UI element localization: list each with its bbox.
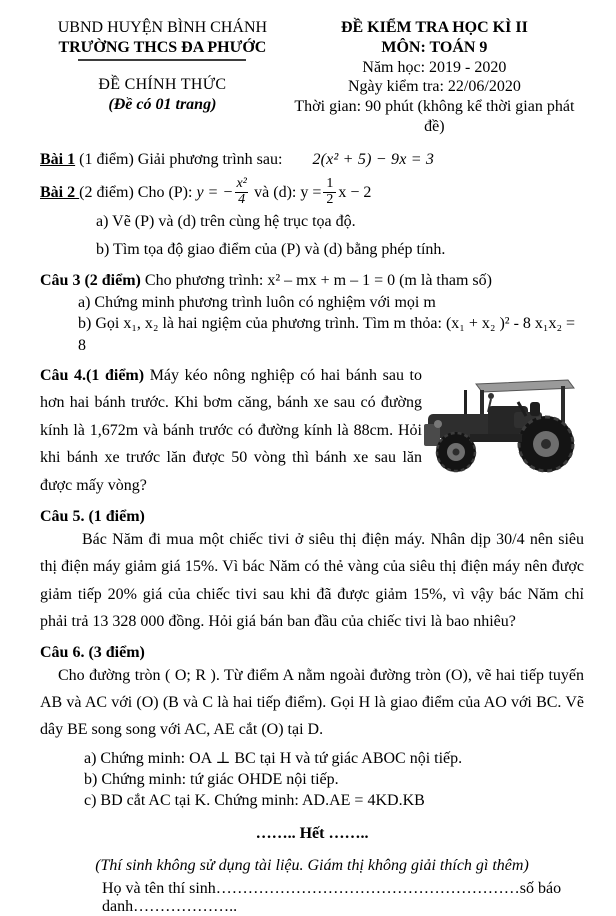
parabola-fraction: $\frac{\text{x²}}{4}$: [236, 175, 247, 207]
school-year: Năm học: 2019 - 2020: [362, 58, 507, 76]
problem-bai2-items: [40, 208, 584, 263]
cau6-item-b: b) Chứng minh: tứ giác OHDE nội tiếp.: [84, 770, 339, 788]
exam-body: [40, 151, 584, 916]
school-name-row: [40, 38, 285, 61]
cau3-item-a: a) Chứng minh phương trình luôn có nghiệm với mọi m: [78, 294, 436, 312]
problem-cau6-label: Câu 6. (3 điểm): [40, 644, 145, 662]
line-fraction: $\frac{1}{2}$: [323, 177, 336, 207]
cau3-item-b: b) Gọi x₁, x₂ là hai ngiệm của phương trình. Tìm m thỏa: (x₁ + x₂ )² - 8 x₁x₂ = 8: [78, 315, 576, 354]
cau6-item-a: a) Chứng minh: OA ⊥ BC tại H và tứ giác ABOC nội tiếp.: [84, 749, 463, 767]
header: [40, 18, 584, 137]
problem-cau6-items: [40, 748, 584, 811]
authority-name: UBND HUYỆN BÌNH CHÁNH: [57, 19, 268, 36]
bai2-item-b: b) Tìm tọa độ giao điểm của (P) và (d) bằng phép tính.: [96, 240, 446, 258]
problem-bai2-label: Bài 2: [40, 183, 80, 201]
problem-bai1-equation: 2(x² + 5) − 9x = 3: [312, 150, 435, 168]
school-name: TRƯỜNG THCS ĐA PHƯỚC: [58, 39, 267, 56]
header-left: [40, 18, 285, 137]
header-right: [285, 18, 584, 137]
problem-cau5-label: Câu 5. (1 điểm): [40, 508, 145, 526]
parabola-eq-prefix: y = −: [196, 183, 234, 201]
exam-title: ĐỀ KIỂM TRA HỌC KÌ II: [340, 19, 528, 36]
problem-cau3-intro: Cho phương trình: x² – mx + m – 1 = 0 (m là tham số): [140, 272, 492, 290]
problem-cau3-label: Câu 3 (2 điểm): [40, 272, 141, 290]
line-eq-suffix: x − 2: [338, 183, 372, 201]
candidate-name-line: Họ và tên thí sinh…………………………………………………số báo danh………………..: [102, 879, 562, 915]
exam-subject: MÔN: TOÁN 9: [381, 38, 488, 56]
bai2-item-a: a) Vẽ (P) và (d) trên cùng hệ trục tọa độ.: [96, 213, 356, 231]
problem-cau4: [40, 362, 584, 500]
problem-cau4-label: Câu 4.(1 điểm): [40, 366, 145, 384]
exam-date: Ngày kiểm tra: 22/06/2020: [347, 78, 521, 96]
problem-bai2-intro: (2 điểm) Cho (P):: [79, 183, 197, 201]
exam-rules-note: (Thí sinh không sử dụng tài liệu. Giám thị không giải thích gì thêm): [95, 856, 529, 874]
problem-cau6-text: Cho đường tròn ( O; R ). Từ điểm A nằm ngoài đường tròn (O), vẽ hai tiếp tuyến AB và AC với (O) (B và C là hai tiếp điểm). Gọi H là giao điểm của AO với BC. Vẽ dây BE song song với AC, AE cắt (O) tại D.: [40, 667, 584, 739]
page-count-note: (Đề có 01 trang): [108, 95, 217, 113]
tractor-illustration: [418, 372, 586, 474]
tractor-image: [418, 372, 586, 474]
line-eq-mid: và (d): y =: [250, 183, 322, 201]
school-underline: [78, 59, 246, 61]
problem-bai2: [40, 175, 584, 208]
problem-cau5-text: Bác Năm đi mua một chiếc tivi ở siêu thị điện máy. Nhân dịp 30/4 nên siêu thị điện máy giảm giá 15%. Vì bác Năm có thẻ vàng của siêu thị điện máy nên được giảm tiếp 20% giá của chiếc tivi sau khi đã được giảm 15%, vì vậy bác Năm chỉ phải trả 13 328 000 đồng. Hỏi giá bán ban đầu của chiếc tivi là bao nhiêu?: [40, 531, 584, 630]
end-marker: …….. Hết ……..: [255, 824, 369, 842]
problem-cau4-text: Câu 4.(1 điểm) Máy kéo nông nghiệp có hai bánh sau to hơn hai bánh trước. Khi bơm căng, bánh xe sau có đường kính là 1,672m và bánh trước có đường kính là 88cm. Hỏi khi bánh xe trước lăn được 50 vòng thì bánh xe sau lăn được mấy vòng?: [40, 366, 423, 494]
problem-cau3: [40, 272, 584, 290]
exam-type: ĐỀ CHÍNH THỨC: [98, 75, 227, 93]
problem-bai1-label: Bài 1: [40, 150, 76, 168]
exam-duration: Thời gian: 90 phút (không kể thời gian phát đề): [294, 98, 575, 136]
problem-cau3-items: [40, 292, 584, 355]
problem-bai1-intro: (1 điểm) Giải phương trình sau:: [75, 150, 283, 168]
cau6-item-c: c) BD cắt AC tại K. Chứng minh: AD.AE = 4KD.KB: [84, 791, 425, 809]
problem-bai1: [40, 151, 584, 169]
